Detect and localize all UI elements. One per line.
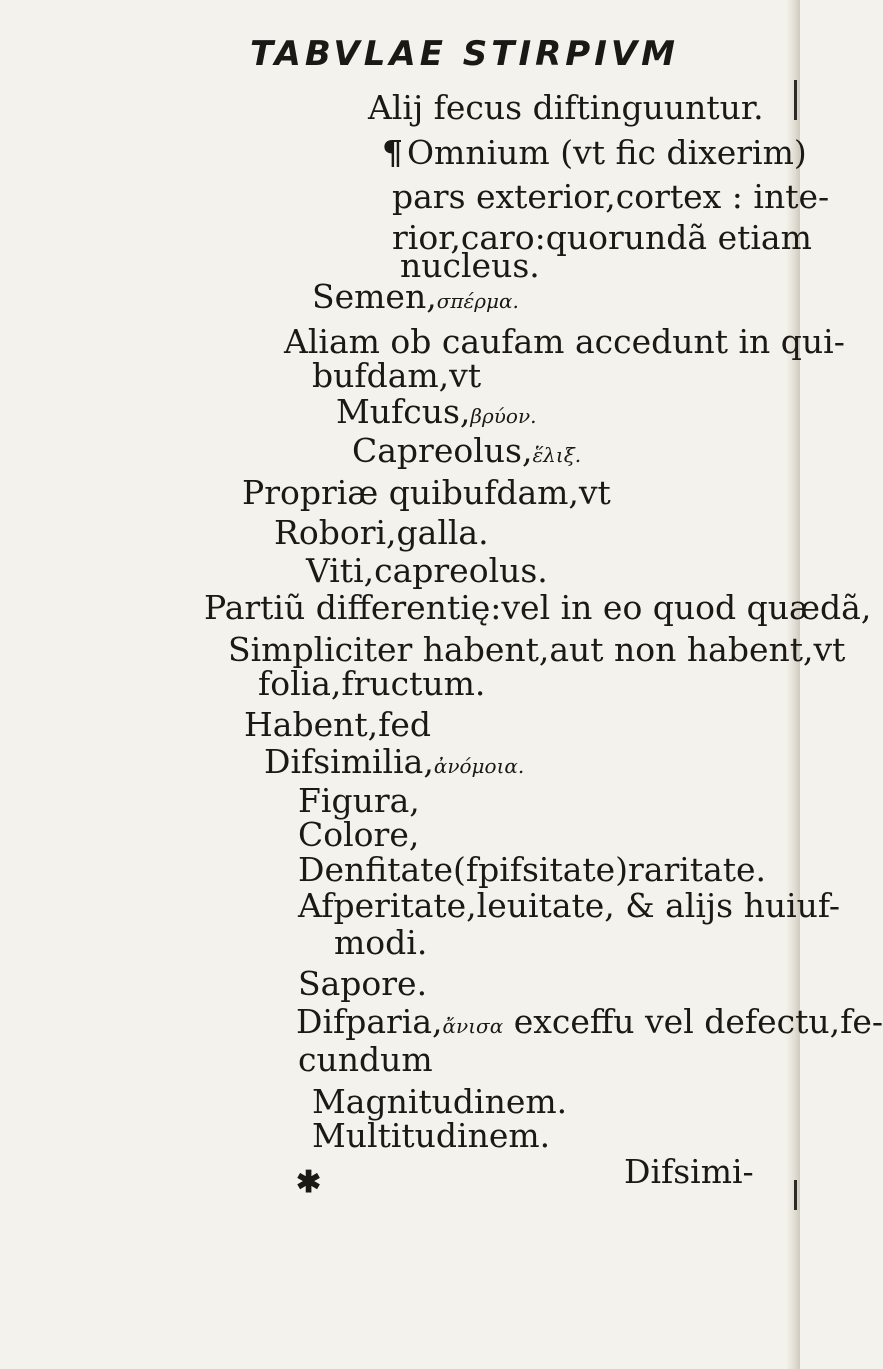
text-line: Simpliciter habent,aut non habent,vt [228, 630, 846, 669]
text-line: Propriæ quibufdam,vt [242, 473, 611, 512]
text-line [312, 277, 519, 321]
text-line: Afperitate,leuitate, & alijs huiuf- [298, 886, 841, 925]
greek-gloss: ἄνισα [442, 1014, 504, 1038]
text-line: Sapore. [298, 964, 428, 1003]
text-line: Habent,fed [244, 705, 431, 744]
text-line: Multitudinem. [312, 1116, 551, 1155]
text-line: modi. [334, 923, 428, 962]
text-line: Denfitate(fpifsitate)raritate. [298, 850, 767, 889]
edge-mark [794, 80, 797, 120]
line-text: Mufcus, [336, 392, 471, 431]
line-text: Omnium (vt fic dixerim) [407, 133, 807, 172]
greek-gloss: ἕλιξ. [532, 443, 582, 467]
greek-gloss: σπέρμα. [436, 289, 519, 313]
asterisk-mark: ✱ [296, 1165, 322, 1200]
text-line: pars exterior,cortex : inte- [392, 177, 830, 216]
text-line: Alij fecus diftinguuntur. [368, 88, 764, 127]
text-line: Magnitudinem. [312, 1082, 568, 1121]
text-line [264, 742, 524, 786]
line-text: Difsimilia, [264, 742, 434, 781]
line-text: Semen, [312, 277, 437, 316]
text-line: Colore, [298, 815, 420, 854]
text-line: Robori,galla. [274, 513, 489, 552]
greek-gloss: ἀνόμοια. [433, 754, 525, 778]
text-line: Viti,capreolus. [306, 551, 548, 590]
text-line: Partiũ differentię:vel in eo quod quædã, [204, 588, 872, 627]
edge-mark [794, 1180, 797, 1210]
line-text: Difparia, [296, 1002, 443, 1041]
text-line: bufdam,vt [312, 356, 482, 395]
pilcrow-mark: ¶ [382, 133, 403, 172]
running-header: TABVLAE STIRPIVM [250, 34, 679, 74]
text-line: Figura, [298, 781, 420, 820]
text-line [382, 133, 807, 173]
text-line: Aliam ob caufam accedunt in qui- [284, 322, 845, 361]
line-text: exceffu vel defectu,fe- [503, 1002, 883, 1041]
catchword: Difsimi- [624, 1152, 754, 1191]
text-line [336, 392, 536, 436]
text-line: folia,fructum. [258, 664, 486, 703]
text-line [352, 431, 581, 475]
text-line: cundum [298, 1040, 433, 1079]
text-line: rior,caro:quorundã etiam [392, 218, 812, 257]
line-text: Capreolus, [352, 431, 533, 470]
greek-gloss: βρύον. [470, 404, 537, 428]
text-line: nucleus. [400, 246, 540, 285]
